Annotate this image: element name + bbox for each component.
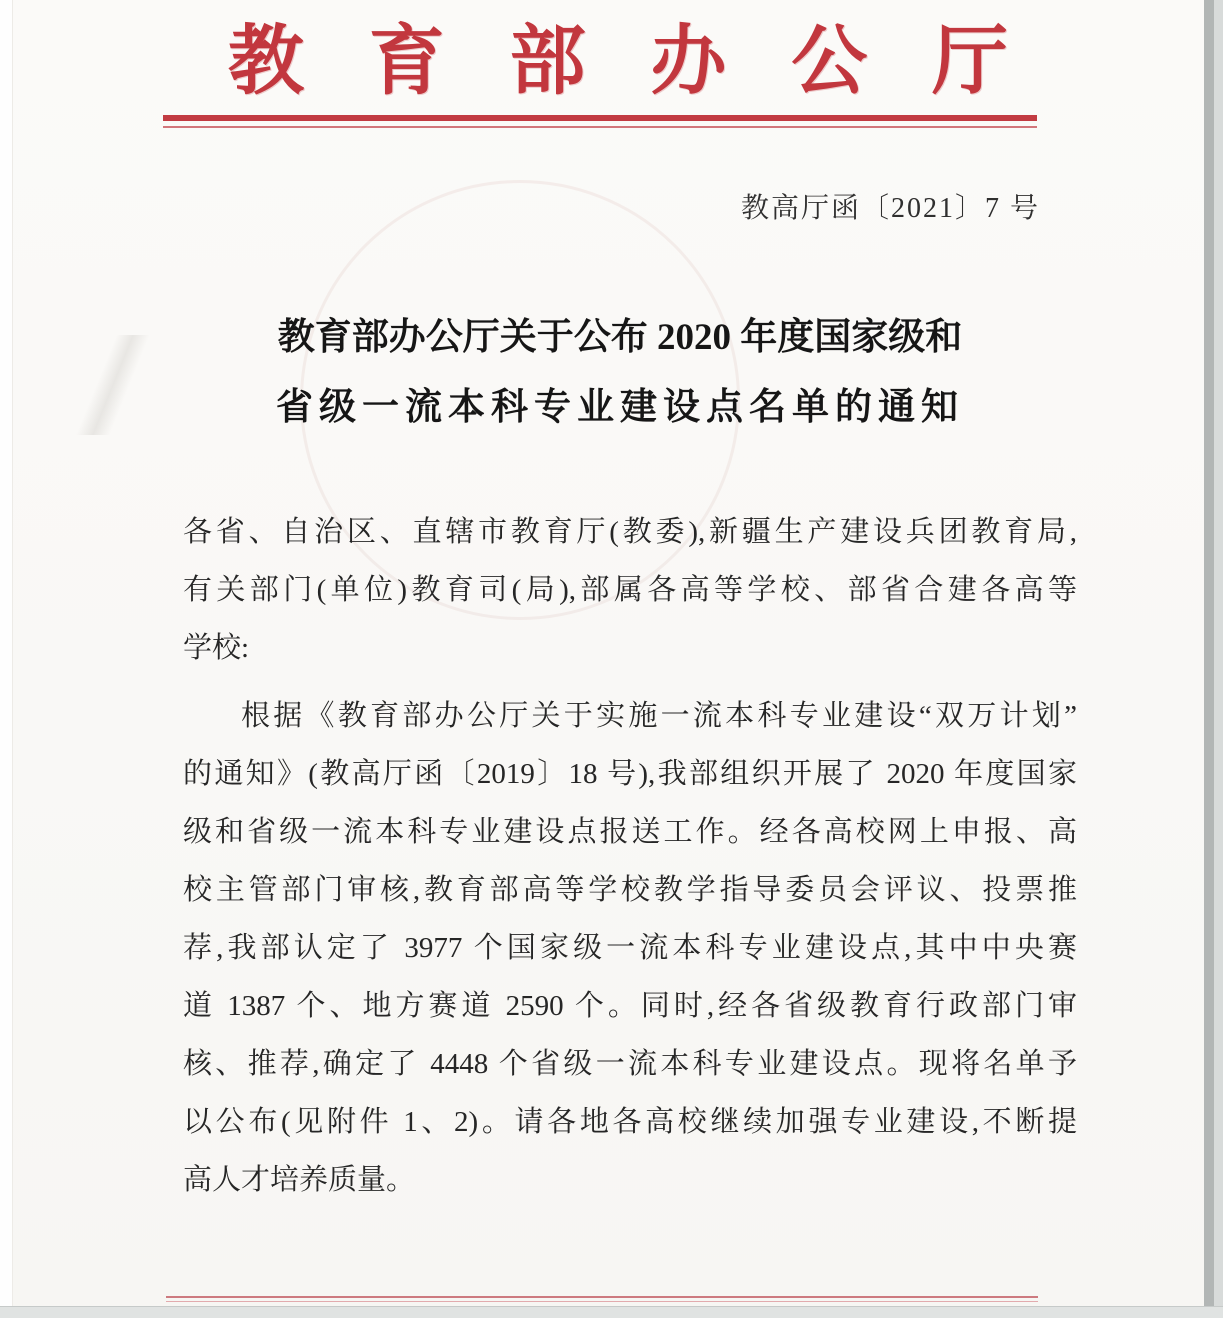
body-line-1: 各省、自治区、直辖市教育厅(教委),新疆生产建设兵团教育局, <box>183 516 1077 548</box>
body-line-7: 校主管部门审核,教育部高等学校教学指导委员会评议、投票推 <box>183 874 1077 906</box>
document-number: 教高厅函〔2021〕7 号 <box>740 193 1040 224</box>
document-body <box>183 503 1077 1209</box>
scan-right-edge-dark <box>1204 0 1214 1318</box>
red-separator-thin-line <box>163 126 1037 128</box>
scan-left-edge <box>0 0 13 1318</box>
body-line-5: 的通知》(教高厅函〔2019〕18 号),我部组织开展了 2020 年度国家 <box>183 758 1077 790</box>
red-separator-thick-line <box>163 115 1037 121</box>
body-line-12: 高人才培养质量。 <box>183 1164 416 1196</box>
letterhead-char: 教 <box>228 19 304 104</box>
body-line-8: 荐,我部认定了 3977 个国家级一流本科专业建设点,其中中央赛 <box>183 932 1077 964</box>
body-line-9: 道 1387 个、地方赛道 2590 个。同时,经各省级教育行政部门审 <box>183 990 1077 1022</box>
body-line-11: 以公布(见附件 1、2)。请各地各高校继续加强专业建设,不断提 <box>183 1106 1077 1138</box>
red-separator <box>163 115 1037 128</box>
body-line-3: 学校: <box>183 632 250 664</box>
footer-red-rule <box>166 1296 1038 1302</box>
letterhead-char: 部 <box>509 19 586 104</box>
letterhead-char: 公 <box>791 19 868 104</box>
scan-bottom-edge <box>0 1306 1223 1318</box>
body-line-2: 有关部门(单位)教育司(局),部属各高等学校、部省合建各高等 <box>183 574 1077 606</box>
body-line-10: 核、推荐,确定了 4448 个省级一流本科专业建设点。现将名单予 <box>183 1048 1077 1080</box>
letterhead-char: 办 <box>650 19 727 104</box>
notice-title-line-1: 教育部办公厅关于公布 2020 年度国家级和 <box>277 317 963 358</box>
scan-right-edge-light <box>1214 0 1223 1318</box>
letterhead-title <box>228 6 1008 102</box>
notice-title-line-2: 省级一流本科专业建设点名单的通知 <box>276 387 964 428</box>
body-line-6: 级和省级一流本科专业建设点报送工作。经各高校网上申报、高 <box>183 816 1077 848</box>
letterhead-char: 育 <box>368 19 445 104</box>
letterhead-char: 厅 <box>931 19 1008 104</box>
body-line-4: 根据《教育部办公厅关于实施一流本科专业建设“双万计划” <box>241 700 1077 732</box>
notice-title <box>0 303 1223 443</box>
